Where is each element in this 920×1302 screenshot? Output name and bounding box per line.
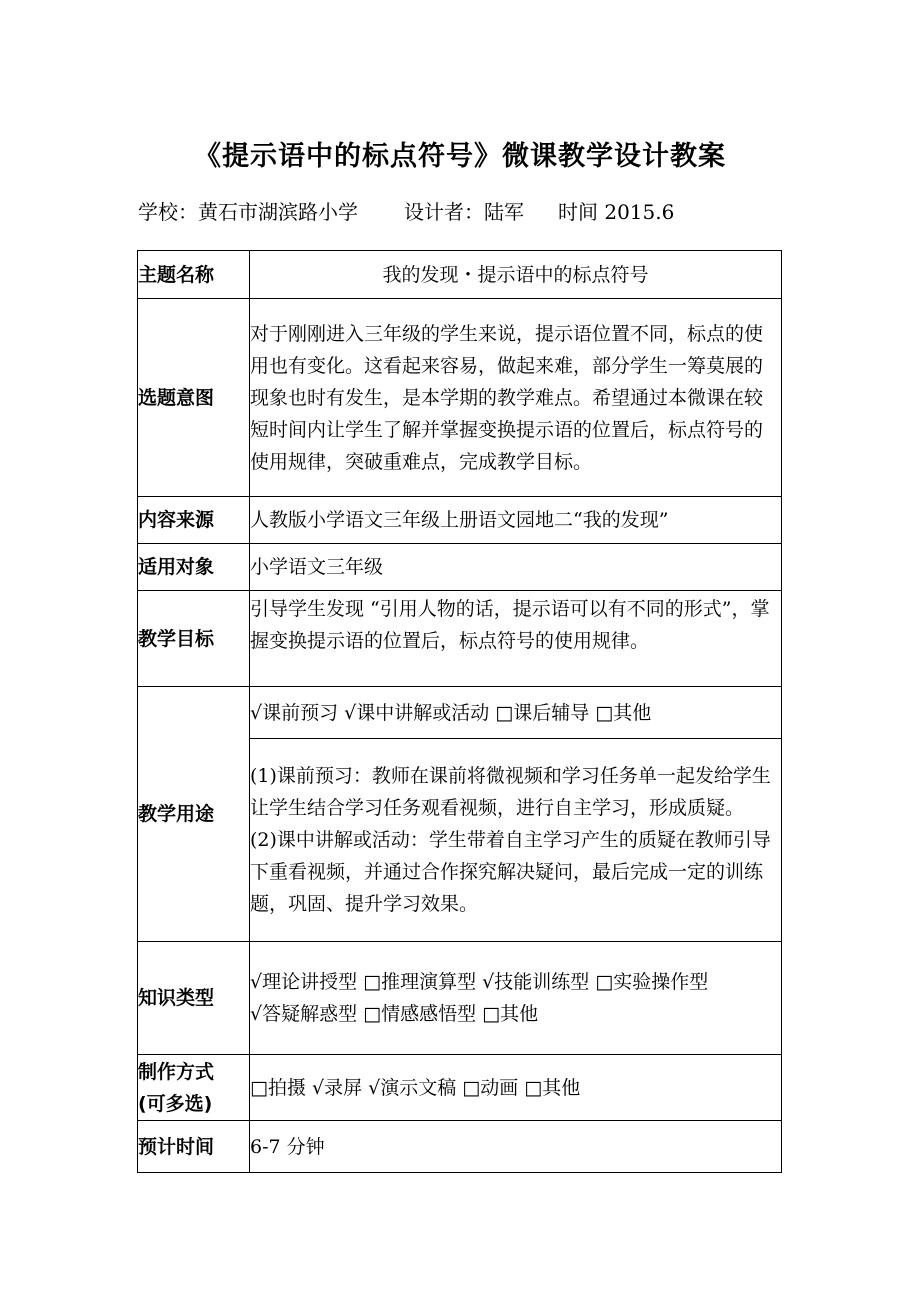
school-text: 学校：黄石市湖滨路小学 xyxy=(138,200,358,224)
table-row xyxy=(138,687,782,739)
knowledge-value xyxy=(250,942,782,1055)
document-meta xyxy=(138,196,674,225)
source-label: 内容来源 xyxy=(138,497,250,544)
table-row xyxy=(138,591,782,687)
intent-label: 选题意图 xyxy=(138,299,250,497)
lesson-plan-table xyxy=(137,250,782,1173)
designer-text: 设计者：陆军 xyxy=(404,200,524,224)
table-row xyxy=(138,1055,782,1121)
topic-value: 我的发现・提示语中的标点符号 xyxy=(250,251,782,299)
table-row xyxy=(138,1121,782,1173)
audience-value: 小学语文三年级 xyxy=(250,544,782,591)
goal-value: 引导学生发现 “引用人物的话，提示语可以有不同的形式”，掌握变换提示语的位置后，标点符号的使用规律。 xyxy=(250,591,782,687)
source-value: 人教版小学语文三年级上册语文园地二“我的发现” xyxy=(250,497,782,544)
usage-detail-2: (2)课中讲解或活动：学生带着自主学习产生的质疑在教师引导下重看视频，并通过合作探究解决疑问，最后完成一定的训练题，巩固、提升学习效果。 xyxy=(250,829,771,915)
production-label-2: (可多选) xyxy=(138,1092,213,1115)
usage-options: √课前预习 √课中讲解或活动 □课后辅导 □其他 xyxy=(250,687,782,739)
topic-label: 主题名称 xyxy=(138,251,250,299)
document-title: 《提示语中的标点符号》微课教学设计教案 xyxy=(194,141,726,172)
table-row xyxy=(138,497,782,544)
table-row xyxy=(138,942,782,1055)
knowledge-options-1: √理论讲授型 □推理演算型 √技能训练型 □实验操作型 xyxy=(250,971,709,993)
production-value: □拍摄 √录屏 √演示文稿 □动画 □其他 xyxy=(250,1055,782,1121)
usage-detail-1: (1)课前预习：教师在课前将微视频和学习任务单一起发给学生让学生结合学习任务观看视频，进行自主学习，形成质疑。 xyxy=(250,765,771,819)
knowledge-label: 知识类型 xyxy=(138,942,250,1055)
duration-value: 6-7 分钟 xyxy=(250,1121,782,1173)
time-text: 时间 2015.6 xyxy=(558,200,675,224)
goal-label: 教学目标 xyxy=(138,591,250,687)
usage-detail xyxy=(250,739,782,942)
knowledge-options-2: √答疑解惑型 □情感感悟型 □其他 xyxy=(250,1003,539,1025)
audience-label: 适用对象 xyxy=(138,544,250,591)
intent-value: 对于刚刚进入三年级的学生来说，提示语位置不同，标点的使用也有变化。这看起来容易，做起来难，部分学生一筹莫展的现象也时有发生，是本学期的教学难点。希望通过本微课在较短时间内让学生了解并掌握变换提示语的位置后，标点符号的使用规律，突破重难点，完成教学目标。 xyxy=(250,299,782,497)
usage-label: 教学用途 xyxy=(138,687,250,942)
duration-label: 预计时间 xyxy=(138,1121,250,1173)
table-row xyxy=(138,544,782,591)
production-label-1: 制作方式 xyxy=(138,1060,215,1083)
production-label xyxy=(138,1055,250,1121)
table-row xyxy=(138,251,782,299)
table-row xyxy=(138,299,782,497)
